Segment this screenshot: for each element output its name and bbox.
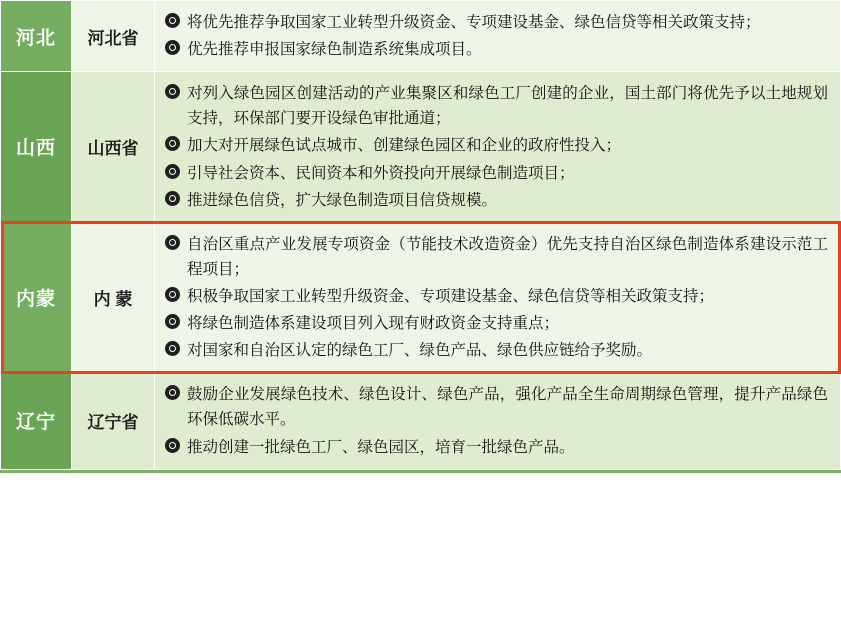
row-abbr: 山西 <box>1 72 72 223</box>
list-item <box>165 188 828 213</box>
list-item-text: 对列入绿色园区创建活动的产业集聚区和绿色工厂创建的企业，国土部门将优先予以土地规划支持，环保部门要开设绿色审批通道； <box>187 85 828 128</box>
row-abbr: 辽宁 <box>1 373 72 469</box>
list-item-text: 引导社会资本、民间资本和外资投向开展绿色制造项目； <box>187 164 575 182</box>
list-item <box>165 338 828 363</box>
row-province: 辽宁省 <box>72 373 155 469</box>
list-item <box>165 10 828 35</box>
bullet-icon <box>165 84 180 99</box>
bullet-icon <box>165 40 180 55</box>
list-item <box>165 435 828 460</box>
list-item-text: 将绿色制造体系建设项目列入现有财政资金支持重点； <box>187 315 560 333</box>
table-row <box>1 373 841 469</box>
list-item-text: 鼓励企业发展绿色技术、绿色设计、绿色产品，强化产品全生命周期绿色管理，提升产品绿色环保低碳水平。 <box>187 386 828 429</box>
list-item-text: 自治区重点产业发展专项资金（节能技术改造资金）优先支持自治区绿色制造体系建设示范工程项目； <box>187 235 828 278</box>
list-item-text: 推动创建一批绿色工厂、绿色园区，培育一批绿色产品。 <box>187 438 575 456</box>
policy-list <box>165 382 828 459</box>
table-row <box>1 72 841 223</box>
bullet-icon <box>165 235 180 250</box>
list-item <box>165 382 828 432</box>
table-row-highlighted <box>1 222 841 373</box>
list-item-text: 积极争取国家工业转型升级资金、专项建设基金、绿色信贷等相关政策支持； <box>187 287 715 305</box>
list-item <box>165 311 828 336</box>
list-item-text: 加大对开展绿色试点城市、创建绿色园区和企业的政府性投入； <box>187 137 622 155</box>
bullet-icon <box>165 341 180 356</box>
row-policies <box>155 1 841 72</box>
row-province: 河北省 <box>72 1 155 72</box>
bullet-icon <box>165 287 180 302</box>
row-province: 山西省 <box>72 72 155 223</box>
bullet-icon <box>165 438 180 453</box>
policy-list <box>165 10 828 62</box>
list-item-text: 优先推荐申报国家绿色制造系统集成项目。 <box>187 41 482 59</box>
row-province: 内 蒙 <box>72 222 155 373</box>
list-item-text: 推进绿色信贷，扩大绿色制造项目信贷规模。 <box>187 191 498 209</box>
row-policies <box>155 373 841 469</box>
policy-list <box>165 81 828 213</box>
bullet-icon <box>165 13 180 28</box>
bullet-icon <box>165 164 180 179</box>
list-item-text: 将优先推荐争取国家工业转型升级资金、专项建设基金、绿色信贷等相关政策支持； <box>187 14 761 31</box>
bottom-divider <box>0 470 841 473</box>
row-abbr: 河北 <box>1 1 72 72</box>
bullet-icon <box>165 191 180 206</box>
list-item <box>165 284 828 309</box>
policy-list <box>165 232 828 364</box>
row-policies <box>155 72 841 223</box>
row-abbr: 内蒙 <box>1 222 72 373</box>
list-item-text: 对国家和自治区认定的绿色工厂、绿色产品、绿色供应链给予奖励。 <box>187 342 653 360</box>
list-item <box>165 37 828 62</box>
bullet-icon <box>165 136 180 151</box>
bullet-icon <box>165 314 180 329</box>
list-item <box>165 161 828 186</box>
list-item <box>165 133 828 158</box>
bullet-icon <box>165 385 180 400</box>
row-policies <box>155 222 841 373</box>
table-row <box>1 1 841 72</box>
list-item <box>165 81 828 131</box>
list-item <box>165 232 828 282</box>
